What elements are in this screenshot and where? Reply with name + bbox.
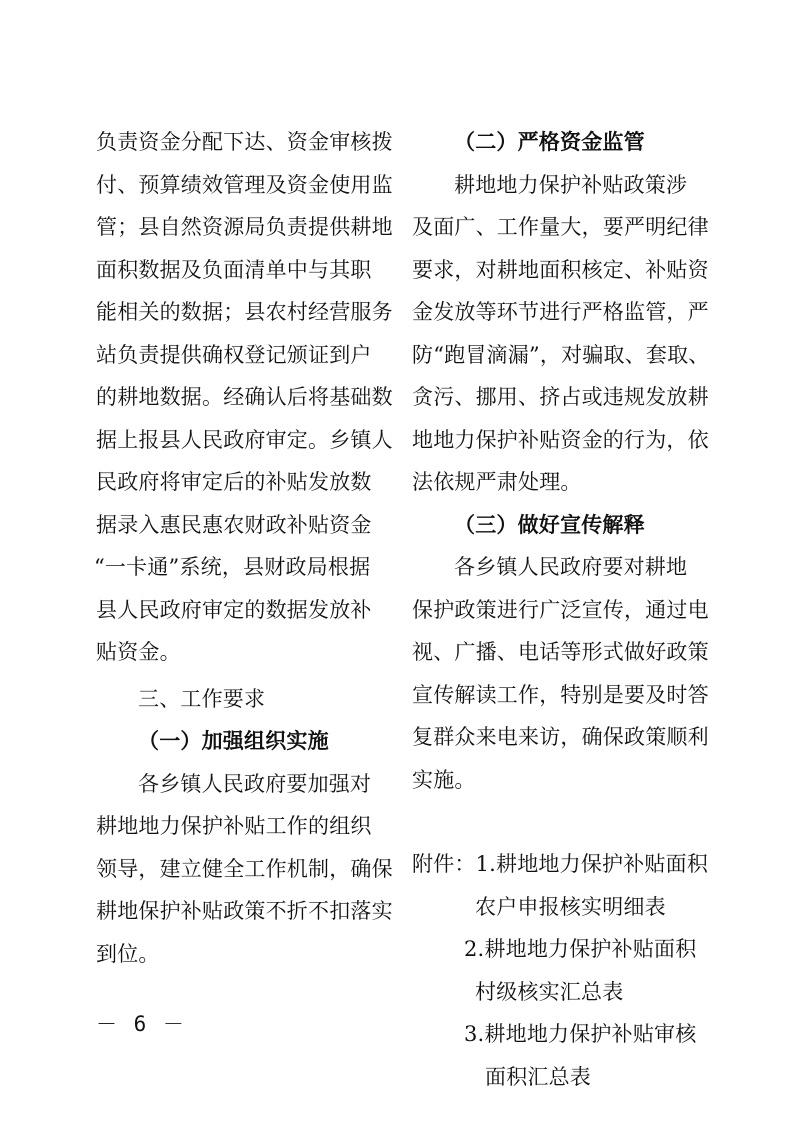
body-line: 宣传解读工作，特别是要及时答: [412, 682, 709, 707]
body-line: 防“跑冒滴漏”，对骗取、套取、: [412, 342, 710, 367]
body-line: 地地力保护补贴资金的行为，依: [412, 427, 709, 452]
attachment-line: 村级核实汇总表: [475, 979, 624, 1004]
body-line: 各乡镇人民政府要对耕地: [454, 555, 688, 579]
body-line: 管；县自然资源局负责提供耕地: [96, 215, 393, 239]
body-line: 金发放等环节进行严格监管，严: [412, 300, 709, 324]
attachment-line: 2.耕地地力保护补贴面积: [464, 937, 697, 961]
body-line: 到位。: [96, 941, 160, 966]
body-line: 的耕地数据。经确认后将基础数: [96, 385, 393, 409]
subsection-heading: （一）加强组织实施: [138, 728, 329, 753]
body-line: 贪污、挪用、挤占或违规发放耕: [412, 385, 709, 409]
body-line: 视、广播、电话等形式做好政策: [412, 640, 709, 664]
body-line: 复群众来电来访，确保政策顺利: [412, 725, 709, 749]
body-line: 实施。: [412, 767, 476, 792]
body-line: 能相关的数据；县农村经营服务: [96, 300, 393, 324]
body-line: 要求，对耕地面积核定、补贴资: [412, 257, 709, 282]
body-line: 耕地地力保护补贴政策涉: [454, 172, 688, 197]
subsection-heading: （三）做好宣传解释: [454, 511, 645, 537]
body-line: 领导，建立健全工作机制，确保: [96, 856, 393, 881]
right-column: [412, 121, 712, 1098]
body-line: 负责资金分配下达、资金审核拨: [96, 130, 393, 154]
body-line: 保护政策进行广泛宣传，通过电: [412, 597, 709, 622]
left-column: [96, 121, 396, 975]
body-line: 据上报县人民政府审定。乡镇人: [96, 427, 393, 452]
body-line: 据录入惠民惠农财政补贴资金: [96, 512, 372, 537]
body-line: 耕地保护补贴政策不折不扣落实: [96, 899, 393, 923]
body-line: 县人民政府审定的数据发放补: [96, 597, 372, 622]
body-line: 民政府将审定后的补贴发放数: [96, 470, 372, 494]
body-line: 耕地地力保护补贴工作的组织: [96, 814, 372, 838]
body-line: 站负责提供确权登记颁证到户: [96, 342, 372, 367]
section-heading: 三、工作要求: [138, 686, 266, 711]
body-line: “一卡通”系统，县财政局根据: [94, 555, 371, 579]
subsection-heading: （二）严格资金监管: [454, 129, 645, 154]
body-line: 付、预算绩效管理及资金使用监: [96, 172, 393, 197]
attachment-line: 面积汇总表: [485, 1064, 591, 1089]
body-line: 面积数据及负面清单中与其职: [96, 257, 372, 282]
body-line: 及面广、工作量大，要严明纪律: [412, 215, 709, 239]
body-line: 法依规严肃处理。: [412, 470, 582, 494]
attachment-line: 农户申报核实明细表: [475, 894, 666, 919]
attachment-line: 3.耕地地力保护补贴审核: [464, 1022, 697, 1046]
page-number: － 6 －: [96, 1012, 186, 1036]
body-line: 各乡镇人民政府要加强对: [138, 771, 372, 796]
attachment-line: 附件：1.耕地地力保护补贴面积: [412, 852, 709, 876]
body-line: 贴资金。: [96, 640, 181, 664]
